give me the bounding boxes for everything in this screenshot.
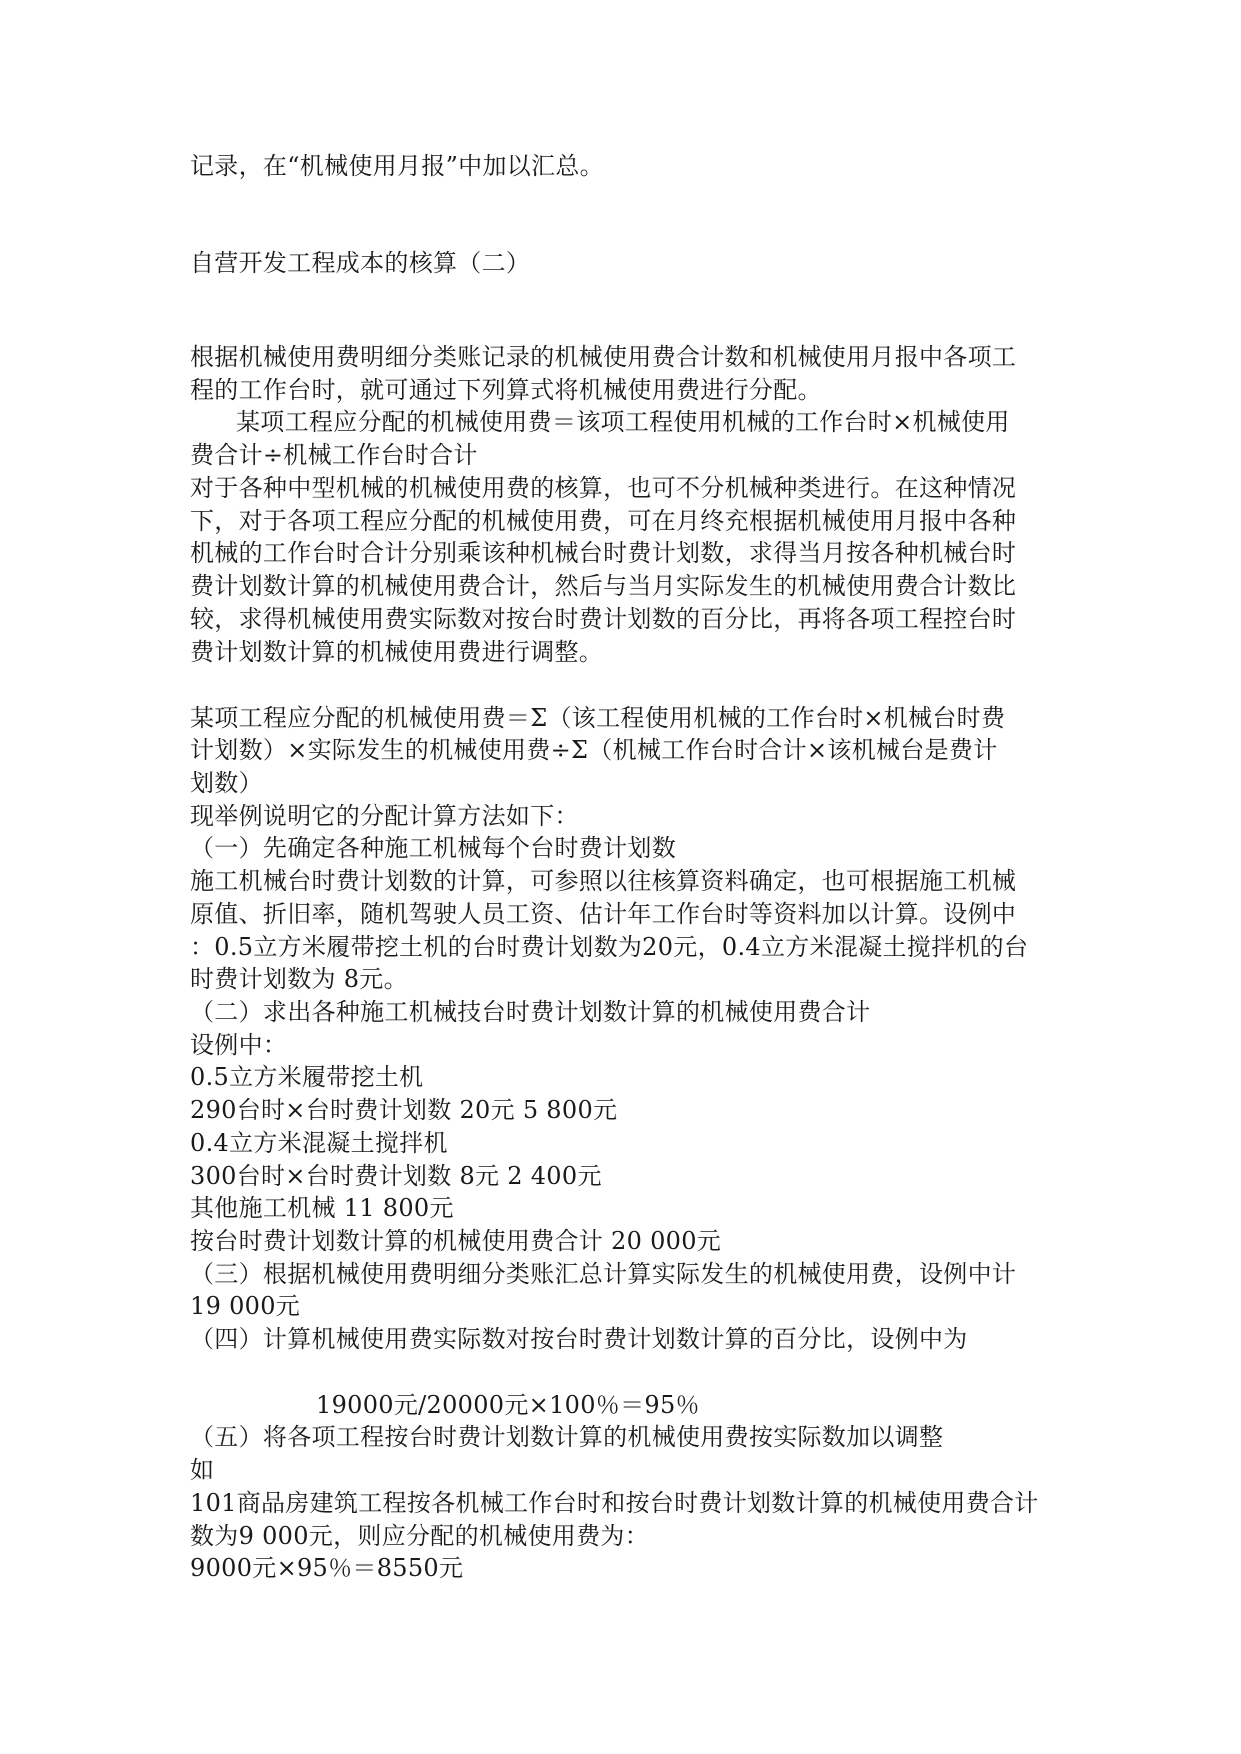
- formula-line: 费合计÷机械工作台时合计: [190, 441, 478, 469]
- text-line: 按台时费计划数计算的机械使用费合计 20 000元: [190, 1227, 722, 1255]
- text-line: 数为9 000元，则应分配的机械使用费为：: [190, 1522, 650, 1550]
- text-line: 19 000元: [190, 1292, 301, 1320]
- text-line: 机械的工作台时合计分别乘该种机械台时费计划数，求得当月按各种机械台时: [190, 539, 1017, 567]
- step-heading: （四）计算机械使用费实际数对按台时费计划数计算的百分比，设例中为: [190, 1325, 968, 1353]
- step-heading: （三）根据机械使用费明细分类账汇总计算实际发生的机械使用费，设例中计: [190, 1260, 1017, 1288]
- formula-line: 9000元×95％＝8550元: [190, 1554, 464, 1582]
- formula-line: 某项工程应分配的机械使用费＝该项工程使用机械的工作台时×机械使用: [236, 408, 1010, 436]
- step-heading: （五）将各项工程按台时费计划数计算的机械使用费按实际数加以调整: [190, 1423, 944, 1451]
- formula-line: 划数）: [190, 769, 263, 797]
- text-line: 原值、折旧率，随机驾驶人员工资、估计年工作台时等资料加以计算。设例中: [190, 900, 1017, 928]
- text-line: 记录，在“机械使用月报”中加以汇总。: [190, 152, 604, 180]
- text-line: 290台时×台时费计划数 20元 5 800元: [190, 1096, 618, 1124]
- text-line: 程的工作台时，就可通过下列算式将机械使用费进行分配。: [190, 376, 822, 404]
- text-line: 300台时×台时费计划数 8元 2 400元: [190, 1162, 602, 1190]
- text-line: 0.4立方米混凝土搅拌机: [190, 1129, 448, 1157]
- text-line: 费计划数计算的机械使用费合计，然后与当月实际发生的机械使用费合计数比: [190, 572, 1017, 600]
- text-line: 较，求得机械使用费实际数对按台时费计划数的百分比，再将各项工程控台时: [190, 605, 1017, 633]
- formula-line: 某项工程应分配的机械使用费＝Σ（该工程使用机械的工作台时×机械台时费: [190, 704, 1006, 732]
- text-line: 施工机械台时费计划数的计算，可参照以往核算资料确定，也可根据施工机械: [190, 867, 1017, 895]
- text-line: 101商品房建筑工程按各机械工作台时和按台时费计划数计算的机械使用费合计: [190, 1489, 1039, 1517]
- text-line: 现举例说明它的分配计算方法如下：: [190, 802, 579, 830]
- text-line: 费计划数计算的机械使用费进行调整。: [190, 638, 604, 666]
- formula-line: 计划数）×实际发生的机械使用费÷Σ（机械工作台时合计×该机械台是费计: [190, 736, 998, 764]
- text-line: 如: [190, 1456, 215, 1484]
- step-heading: （二）求出各种施工机械技台时费计划数计算的机械使用费合计: [190, 998, 871, 1026]
- text-line: 根据机械使用费明细分类账记录的机械使用费合计数和机械使用月报中各项工: [190, 343, 1017, 371]
- text-line: 其他施工机械 11 800元: [190, 1194, 454, 1222]
- text-line: 设例中：: [190, 1031, 288, 1059]
- text-line: ：0.5立方米履带挖土机的台时费计划数为20元，0.4立方米混凝土搅拌机的台: [190, 933, 1029, 961]
- text-line: 时费计划数为 8元。: [190, 965, 408, 993]
- text-line: 下，对于各项工程应分配的机械使用费，可在月终充根据机械使用月报中各种: [190, 507, 1017, 535]
- section-heading: 自营开发工程成本的核算（二）: [190, 249, 531, 277]
- step-heading: （一）先确定各种施工机械每个台时费计划数: [190, 834, 676, 862]
- text-line: 对于各种中型机械的机械使用费的核算，也可不分机械种类进行。在这种情况: [190, 474, 1017, 502]
- text-line: 0.5立方米履带挖土机: [190, 1063, 424, 1091]
- formula-line: 19000元/20000元×100％＝95％: [316, 1391, 700, 1419]
